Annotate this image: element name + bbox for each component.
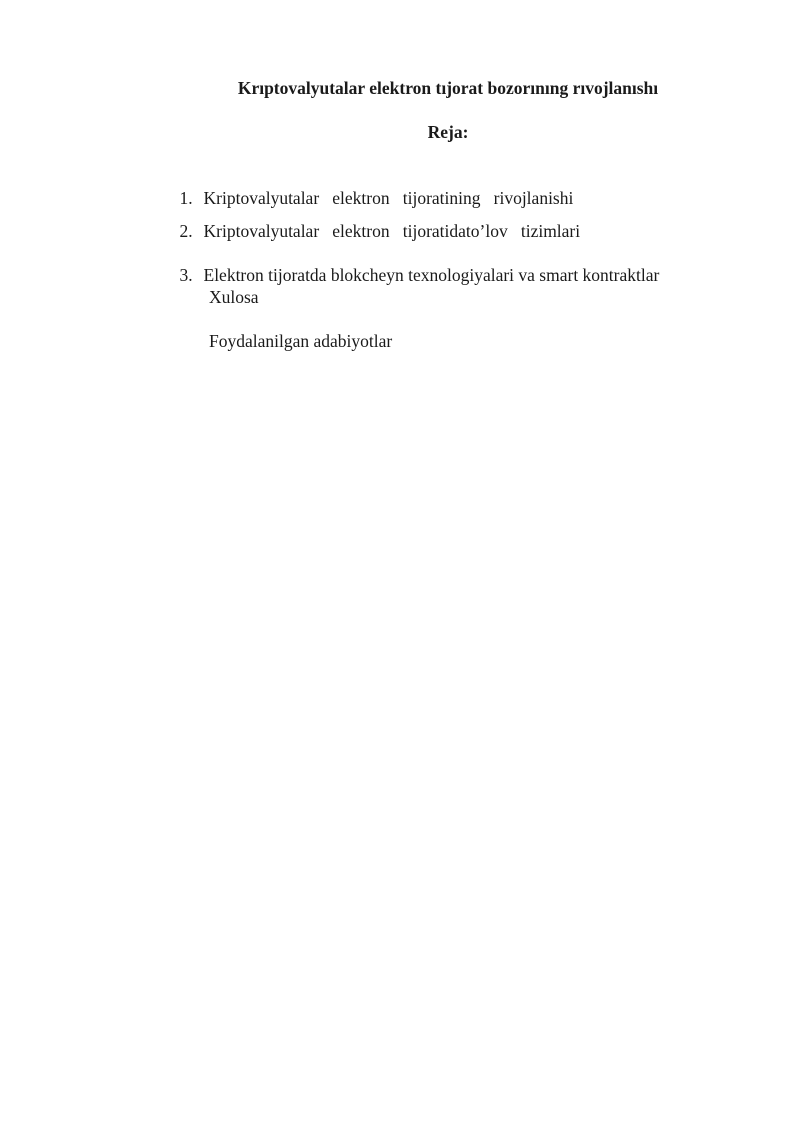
plan-item-text: Kriptovalyutalar elektron tijoratining rivojlanishi — [203, 188, 574, 208]
plan-item-text: Elektron tijoratda blokcheyn texnologiyalari va smart kontraktlar — [203, 265, 660, 285]
document-title-text: Krıptovalyutalar elektron tıjorat bozorınıng rıvojlanıshı — [237, 78, 659, 98]
plan-item-number: 2. — [179, 221, 193, 241]
plan-item-number: 1. — [179, 188, 193, 208]
conclusion-item: Xulosa — [209, 287, 259, 307]
references-item: Foydalanilgan adabiyotlar — [209, 331, 393, 351]
plan-heading — [0, 121, 800, 143]
plan-item-text: Kriptovalyutalar elektron tijoratidato’lov tizimlari — [203, 221, 581, 241]
plan-heading-text: Reja: — [427, 122, 469, 142]
document-title — [0, 77, 800, 99]
plan-item-number: 3. — [179, 265, 193, 285]
